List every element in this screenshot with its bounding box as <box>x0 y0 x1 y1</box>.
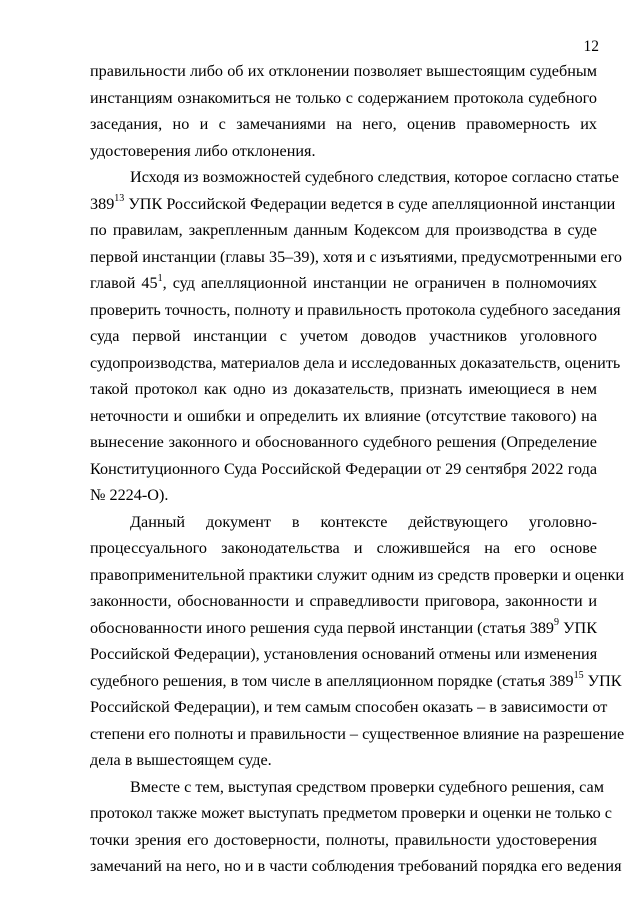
text-line <box>90 376 597 403</box>
text-line <box>90 800 612 827</box>
superscript-index: 9 <box>554 617 560 629</box>
text-line <box>90 721 625 748</box>
text-line <box>90 641 597 668</box>
text-line <box>90 853 622 880</box>
text-line <box>90 164 619 191</box>
text-line <box>90 58 597 85</box>
text-line <box>90 85 597 112</box>
page-number: 12 <box>583 38 599 55</box>
text-line-segment: проверить точность, полноту и правильность протокола судебного заседания <box>90 300 621 319</box>
text-line <box>90 191 616 218</box>
text-line <box>90 562 625 589</box>
text-line-segment: степени его полноты и правильности – существенное влияние на разрешение <box>90 724 625 743</box>
text-line-segment: заседания, но и с замечаниями на него, оценив правомерность их <box>90 115 597 133</box>
text-line-segment: Российской Федерации), установления оснований отмены или изменения <box>90 645 598 663</box>
text-line-segment: УПК <box>559 618 598 637</box>
text-line-segment: УПК <box>583 671 622 690</box>
text-line-segment: , суд апелляционной инстанции не ограничен в полномочиях <box>162 274 597 292</box>
text-line <box>90 535 597 562</box>
text-line-segment: судебного решения, в том числе в апелляционном порядке (статья 389 <box>90 671 574 690</box>
text-line-segment: замечаний на него, но и в части соблюдения требований порядка его ведения <box>90 857 622 875</box>
superscript-index: 15 <box>573 670 584 682</box>
text-line <box>90 694 608 721</box>
text-line-segment: Исходя из возможностей судебного следствия, которое согласно статье <box>130 168 619 186</box>
text-line-segment: неточности и ошибки и определить их влияние (отсутствие такового) на <box>90 406 597 425</box>
text-line-segment: законности, обоснованности и справедливости приговора, законности и <box>90 592 597 610</box>
text-line-segment: первой инстанции (главы 35–39), хотя и с изъятиями, предусмотренными его <box>90 247 622 266</box>
text-line-segment: главой 45 <box>90 274 158 292</box>
text-line <box>90 403 597 430</box>
text-line <box>90 509 597 536</box>
text-line <box>90 668 622 695</box>
text-line-segment: судопроизводства, материалов дела и исследованных доказательств, оценить <box>90 353 621 372</box>
text-line <box>90 270 597 297</box>
text-line <box>90 827 597 854</box>
text-line-segment: вынесение законного и обоснованного судебного решения (Определение <box>90 433 597 451</box>
text-line <box>90 482 597 509</box>
text-line <box>90 429 597 456</box>
superscript-index: 1 <box>157 272 163 284</box>
text-line <box>90 138 597 165</box>
text-line <box>90 111 597 138</box>
document-body <box>90 58 625 880</box>
text-line <box>90 297 621 324</box>
text-line <box>90 350 621 377</box>
text-line <box>90 747 597 774</box>
text-line-segment: точки зрения его достоверности, полноты, правильности удостоверения <box>90 830 597 849</box>
text-line-segment: № 2224-О). <box>90 486 169 504</box>
text-line-segment: инстанциям ознакомиться не только с содержанием протокола судебного <box>90 88 597 107</box>
text-line-segment: удостоверения либо отклонения. <box>90 141 316 160</box>
text-line-segment: 389 <box>90 194 115 213</box>
text-line-segment: по правилам, закрепленным данным Кодексом для производства в суде <box>90 221 597 239</box>
text-line <box>90 244 622 271</box>
text-line-segment: Конституционного Суда Российской Федерации от 29 сентября 2022 года <box>90 459 597 478</box>
text-line-segment: Российской Федерации), и тем самым способен оказать – в зависимости от <box>90 698 608 716</box>
text-line <box>90 456 597 483</box>
text-line-segment: протокол также может выступать предметом проверки и оценки не только с <box>90 804 612 822</box>
text-line-segment: суда первой инстанции с учетом доводов участников уголовного <box>90 327 597 345</box>
text-line-segment: дела в вышестоящем суде. <box>90 751 272 769</box>
text-line-segment: правильности либо об их отклонении позволяет вышестоящим судебным <box>90 62 597 80</box>
text-line <box>90 588 597 615</box>
text-line <box>90 217 597 244</box>
text-line-segment: Данный документ в контексте действующего уголовно- <box>130 512 597 531</box>
text-line <box>90 774 604 801</box>
text-line-segment: процессуального законодательства и сложившейся на его основе <box>90 539 597 557</box>
text-line-segment: Вместе с тем, выступая средством проверки судебного решения, сам <box>130 777 604 796</box>
text-line <box>90 615 597 642</box>
text-line-segment: обоснованности иного решения суда первой инстанции (статья 389 <box>90 618 555 637</box>
superscript-index: 13 <box>114 193 125 205</box>
text-line <box>90 323 597 350</box>
text-line-segment: правоприменительной практики служит одним из средств проверки и оценки <box>90 565 625 584</box>
text-line-segment: УПК Российской Федерации ведется в суде апелляционной инстанции <box>124 194 616 213</box>
text-line-segment: такой протокол как одно из доказательств, признать имеющиеся в нем <box>90 380 597 398</box>
